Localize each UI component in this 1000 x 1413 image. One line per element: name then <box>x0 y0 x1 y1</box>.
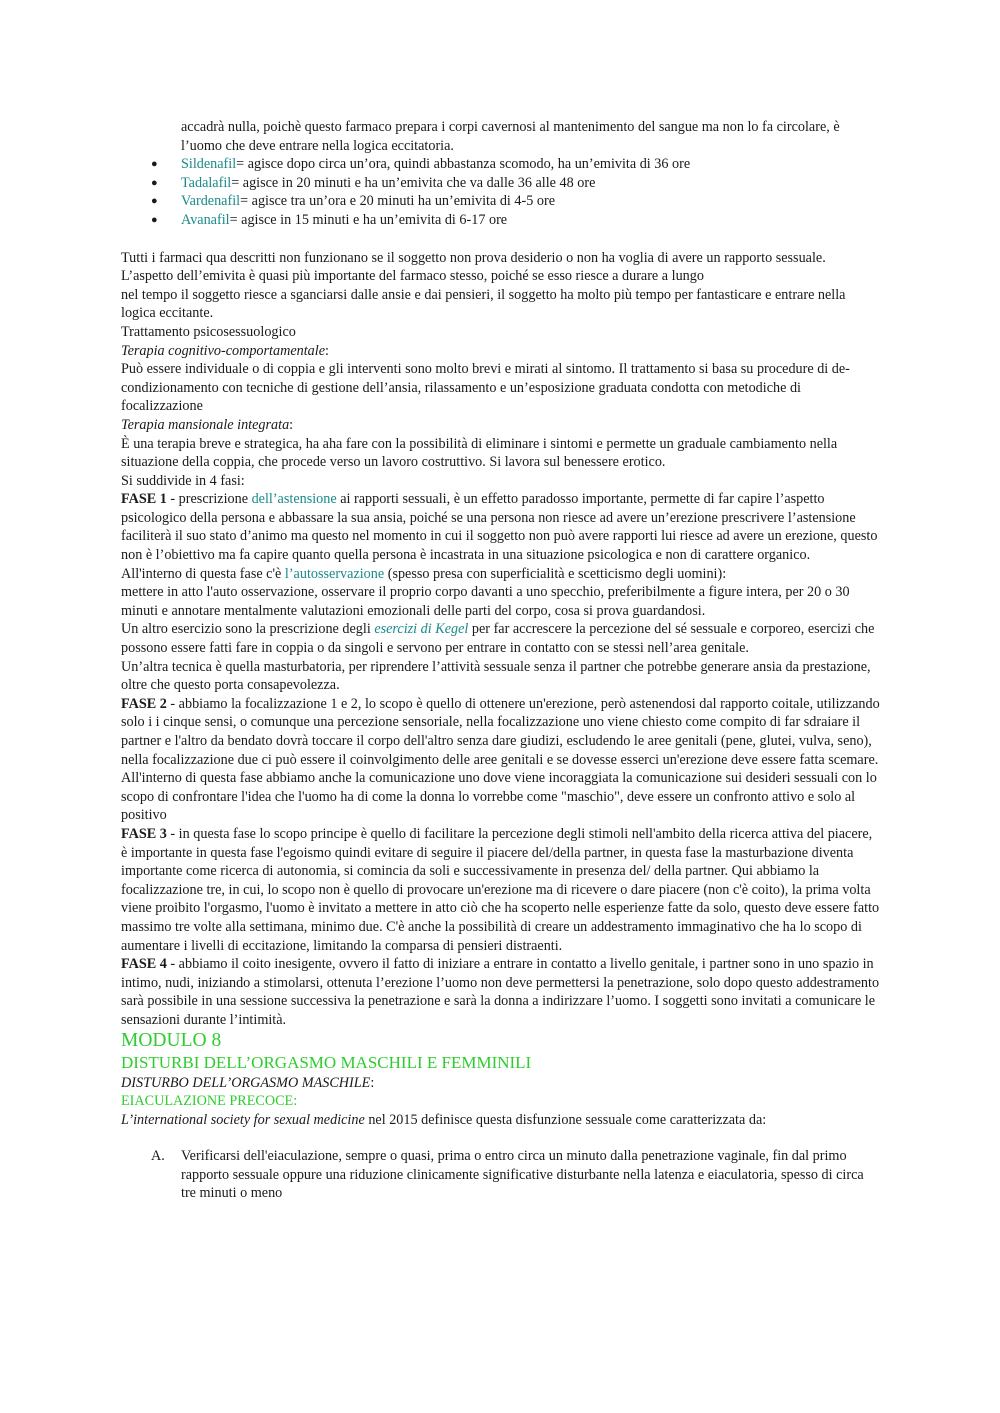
heading-modulo: MODULO 8 <box>121 1029 222 1051</box>
drug-name: Vardenafil <box>181 193 241 210</box>
paragraph-autosservazione <box>121 565 881 584</box>
drug-name: Sildenafil <box>181 156 237 173</box>
criteria-marker: A. <box>151 1148 165 1165</box>
fase-1-text-a: - prescrizione <box>166 491 252 508</box>
paragraph-fase-2 <box>121 695 881 825</box>
drug-desc: = agisce dopo circa un’ora, quindi abbastanza scomodo, ha un’emivita di 36 ore <box>236 156 691 173</box>
paragraph-issm <box>121 1111 881 1130</box>
heading-eiaculazione-precoce: EIACULAZIONE PRECOCE: <box>121 1093 298 1110</box>
list-item <box>121 211 881 230</box>
paragraph-tmi: È una terapia breve e strategica, ha aha fare con la possibilità di eliminare i sintomi e permette un graduale cambiamento nella situazione della coppia, che procede verso un lavoro costruttivo. Si lavora sul benessere erotico. <box>121 435 838 471</box>
paragraph-mirror: mettere in atto l'auto osservazione, osservare il proprio corpo davanti a uno specchio, preferibilmente a figure intera, per 20 o 30 minuti e annotare mentalmente valutazioni emozionali delle parti del corpo, cosa si prova guardandosi. <box>121 584 850 619</box>
list-item <box>121 192 881 211</box>
list-item <box>121 155 881 174</box>
autoss-text-a: All'interno di questa fase c'è <box>121 565 285 582</box>
list-item <box>121 174 881 193</box>
fase-4-label: FASE 4 <box>121 956 167 973</box>
heading-disturbo-maschile: DISTURBO DELL’ORGASMO MASCHILE: <box>121 1074 375 1091</box>
astensione-link[interactable]: dell’astensione <box>251 491 337 508</box>
tcc-title: Terapia cognitivo-comportamentale <box>121 342 325 359</box>
paragraph-tcc: Può essere individuale o di coppia e gli interventi sono molto brevi e mirati al sintomo. Il trattamento si basa su procedure di de-condizionamento con tecniche di gestione dell’ansia, rilassamento e un’esposizione graduata condotta con metodiche di focalizzazione <box>121 361 850 415</box>
fase-1-text-b: ai rapporti sessuali, è un effetto paradosso importante, permette di far capire l’aspetto psicologico della persona e abbassare la sua ansia, poiché se una persona non riesce ad avere un’erezione prescrivere l’astensione faciliterà il suo stato d’animo ma questo nel momento in cui il soggetto non può avere rapporti lui riesce ad avere un erezione, questo non è l’obiettivo ma fa capire quanto quella persona è incastrata in una situazione psicologica e non di carattere organico. <box>121 491 878 564</box>
drug-name: Tadalafil <box>181 174 232 191</box>
criteria-list <box>121 1147 881 1203</box>
issm-name: L’international society for sexual medicine <box>121 1111 365 1128</box>
paragraph-emivita-1: L’aspetto dell’emivita è quasi più importante del farmaco stesso, poiché se esso riesce a durare a lungo <box>121 268 704 285</box>
drug-desc: = agisce tra un’ora e 20 minuti ha un’emivita di 4-5 ore <box>240 193 555 210</box>
paragraph-emivita-2: nel tempo il soggetto riesce a sganciarsi dalle ansie e dai pensieri, il soggetto ha molto più tempo per fantasticare e entrare nella logica eccitante. <box>121 286 846 322</box>
kegel-text-a: Un altro esercizio sono la prescrizione degli <box>121 621 375 638</box>
disturbo-maschile-title: DISTURBO DELL’ORGASMO MASCHILE <box>121 1074 371 1091</box>
fase-1-label: FASE 1 <box>121 491 167 508</box>
drug-desc: = agisce in 15 minuti e ha un’emivita di 6-17 ore <box>229 211 508 228</box>
paragraph-fasi: Si suddivide in 4 fasi: <box>121 472 245 489</box>
intro-continuation: accadrà nulla, poichè questo farmaco prepara i corpi cavernosi al mantenimento del sangue ma non lo fa circolare, è l’uomo che deve entrare nella logica eccitatoria. <box>181 119 840 154</box>
paragraph-kegel <box>121 620 881 657</box>
fase-2-label: FASE 2 <box>121 695 167 712</box>
autosservazione-link[interactable]: l’autosservazione <box>284 565 385 582</box>
tmi-title: Terapia mansionale integrata <box>121 416 290 433</box>
heading-tcc: Terapia cognitivo-comportamentale: <box>121 342 329 359</box>
fase-4-text: - abbiamo il coito inesigente, ovvero il fatto di iniziare a entrare in contatto a livello genitale, i partner sono in uno spazio in intimo, nudi, iniziando a stimolarsi, ottenuta l’erezione l’uomo non deve permettersi la penetrazione, solo dopo questo addestramento sarà possibile in una sessione successiva la penetrazione e sarà la donna a indirizzare l’uomo. I soggetti sono invitati a comunicare le sensazioni durante l’intimità. <box>121 956 880 1028</box>
fase-3-label: FASE 3 <box>121 825 167 842</box>
eiaculazione-precoce-title: EIACULAZIONE PRECOCE <box>121 1093 294 1110</box>
paragraph-all-drugs: Tutti i farmaci qua descritti non funzionano se il soggetto non prova desiderio o non ha voglia di avere un rapporto sessuale. <box>121 249 826 266</box>
paragraph-fase-3 <box>121 825 881 955</box>
drug-desc: = agisce in 20 minuti e ha un’emivita che va dalle 36 alle 48 ore <box>231 174 596 191</box>
drug-list <box>121 155 881 229</box>
autoss-text-b: (spesso presa con superficialità e scetticismo degli uomini): <box>384 565 727 582</box>
kegel-link[interactable]: esercizi di Kegel <box>374 621 469 638</box>
fase-3-text: - in questa fase lo scopo principe è quello di facilitare la percezione degli stimoli nell'ambito della ricerca attiva del piacere, è importante in questa fase l'egoismo quindi evitare di seguire il piacere del/della partner, in questa fase la masturbazione diventa importante come ricerca di autonomia, si comincia da soli e successivamente in presenza del/ della partner. Qui abbiamo la focalizzazione tre, in cui, lo scopo non è quello di provocare un'erezione ma di ricevere o dare piacere (non c'è coito), la prima volta viene proibito l'orgasmo, l'uomo è invitato a mettere in atto ciò che ha scoperto nelle esperienze fatte da solo, questo deve essere fatto massimo tre volte alla settimana, minimo due. C'è anche la possibilità di creare un addestramento immaginativo che ha lo scopo di aumentare i livelli di eccitazione, limitando la comparsa di pensieri distraenti. <box>121 825 880 954</box>
kegel-text-b: per far accrescere la percezione del sé sessuale e corporeo, esercizi che possono essere fatti fare in coppia o da singoli e servono per entrare in contatto con se stessi nell’area genitale. <box>121 621 875 657</box>
drug-name: Avanafil <box>181 211 230 228</box>
issm-rest: nel 2015 definisce questa disfunzione sessuale come caratterizzata da: <box>364 1111 767 1128</box>
paragraph-fase-4 <box>121 955 881 1029</box>
fase-2-text: - abbiamo la focalizzazione 1 e 2, lo scopo è quello di ottenere un'erezione, però astenendosi dal rapporto coitale, utilizzando solo i i cinque sensi, o comunque una percezione sensoriale, nella focalizzazione uno viene chiesto come compito di far sdraiare il partner e l'altro da bendato dovrà toccare il corpo dell'altro senza dare giudizi, escludendo le aree genitali (pene, glutei, vulva, seno), nella focalizzazione due ci può essere il coinvolgimento delle aree genitali e se dovesse esserci un'erezione deve essere fatta scemare. All'interno di questa fase abbiamo anche la comunicazione uno dove viene incoraggiata la comunicazione sui desideri sessuali con lo scopo di confrontare l'idea che l'uomo ha di come la donna lo vorrebbe come "maschio", deve essere un confronto attivo e solo al positivo <box>121 695 880 824</box>
heading-disturbi-orgasmo: DISTURBI DELL’ORGASMO MASCHILI E FEMMINILI <box>121 1052 532 1072</box>
paragraph-masturbatoria: Un’altra tecnica è quella masturbatoria, per riprendere l’attività sessuale senza il partner che potrebbe generare ansia da prestazione, oltre che questo porta consapevolezza. <box>121 658 871 694</box>
heading-tmi: Terapia mansionale integrata: <box>121 416 294 433</box>
paragraph-fase-1 <box>121 490 881 564</box>
document-page <box>121 118 881 1203</box>
heading-trattamento: Trattamento psicosessuologico <box>121 323 296 340</box>
criteria-text: Verificarsi dell'eiaculazione, sempre o quasi, prima o entro circa un minuto dalla penetrazione vaginale, fin dal primo rapporto sessuale oppure una riduzione clinicamente significative disturbante nella latenza e eiaculatoria, spesso di circa tre minuti o meno <box>181 1148 864 1202</box>
list-item <box>121 1147 881 1203</box>
